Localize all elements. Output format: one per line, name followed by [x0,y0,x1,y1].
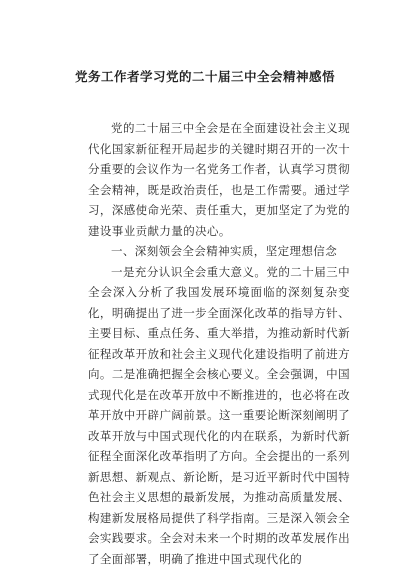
paragraph-section-1: 一是充分认识全会重大意义。党的二十届三中全会深入分析了我国发展环境面临的深刻复杂变化，明确提出了进一步全面深化改革的指导方针、主要目标、重点任务、重大举措，为推动新时代新征程改革开放和社会主义现代化建设指明了前进方向。二是准确把握全会核心要义。全会强调，中国式现代化是在改革开放中不断推进的，也必将在改革开放中开辟广阔前景。这一重要论断深刻阐明了改革开放与中国式现代化的内在联系，为新时代新征程全面深化改革指明了方向。全会提出的一系列新思想、新观点、新论断，是习近平新时代中国特色社会主义思想的最新发展，为推动高质量发展、构建新发展格局提供了科学指南。三是深入领会全会实践要求。全会对未来一个时期的改革发展作出了全面部署，明确了推进中国式现代化的 [88,264,350,566]
paragraph-intro: 党的二十届三中全会是在全面建设社会主义现代化国家新征程开局起步的关键时期召开的一次十分重要的会议作为一名党务工作者，认真学习贯彻全会精神，既是政治责任，也是工作需要。通过学习，深感使命光荣、责任重大，更加坚定了为党的建设事业贡献力量的决心。 [88,121,350,238]
document-title: 党务工作者学习党的二十届三中全会精神感悟 [74,69,335,84]
document-body [88,118,350,569]
section-heading-1: 一、深刻领会全会精神实质，坚定理想信念 [111,244,338,258]
